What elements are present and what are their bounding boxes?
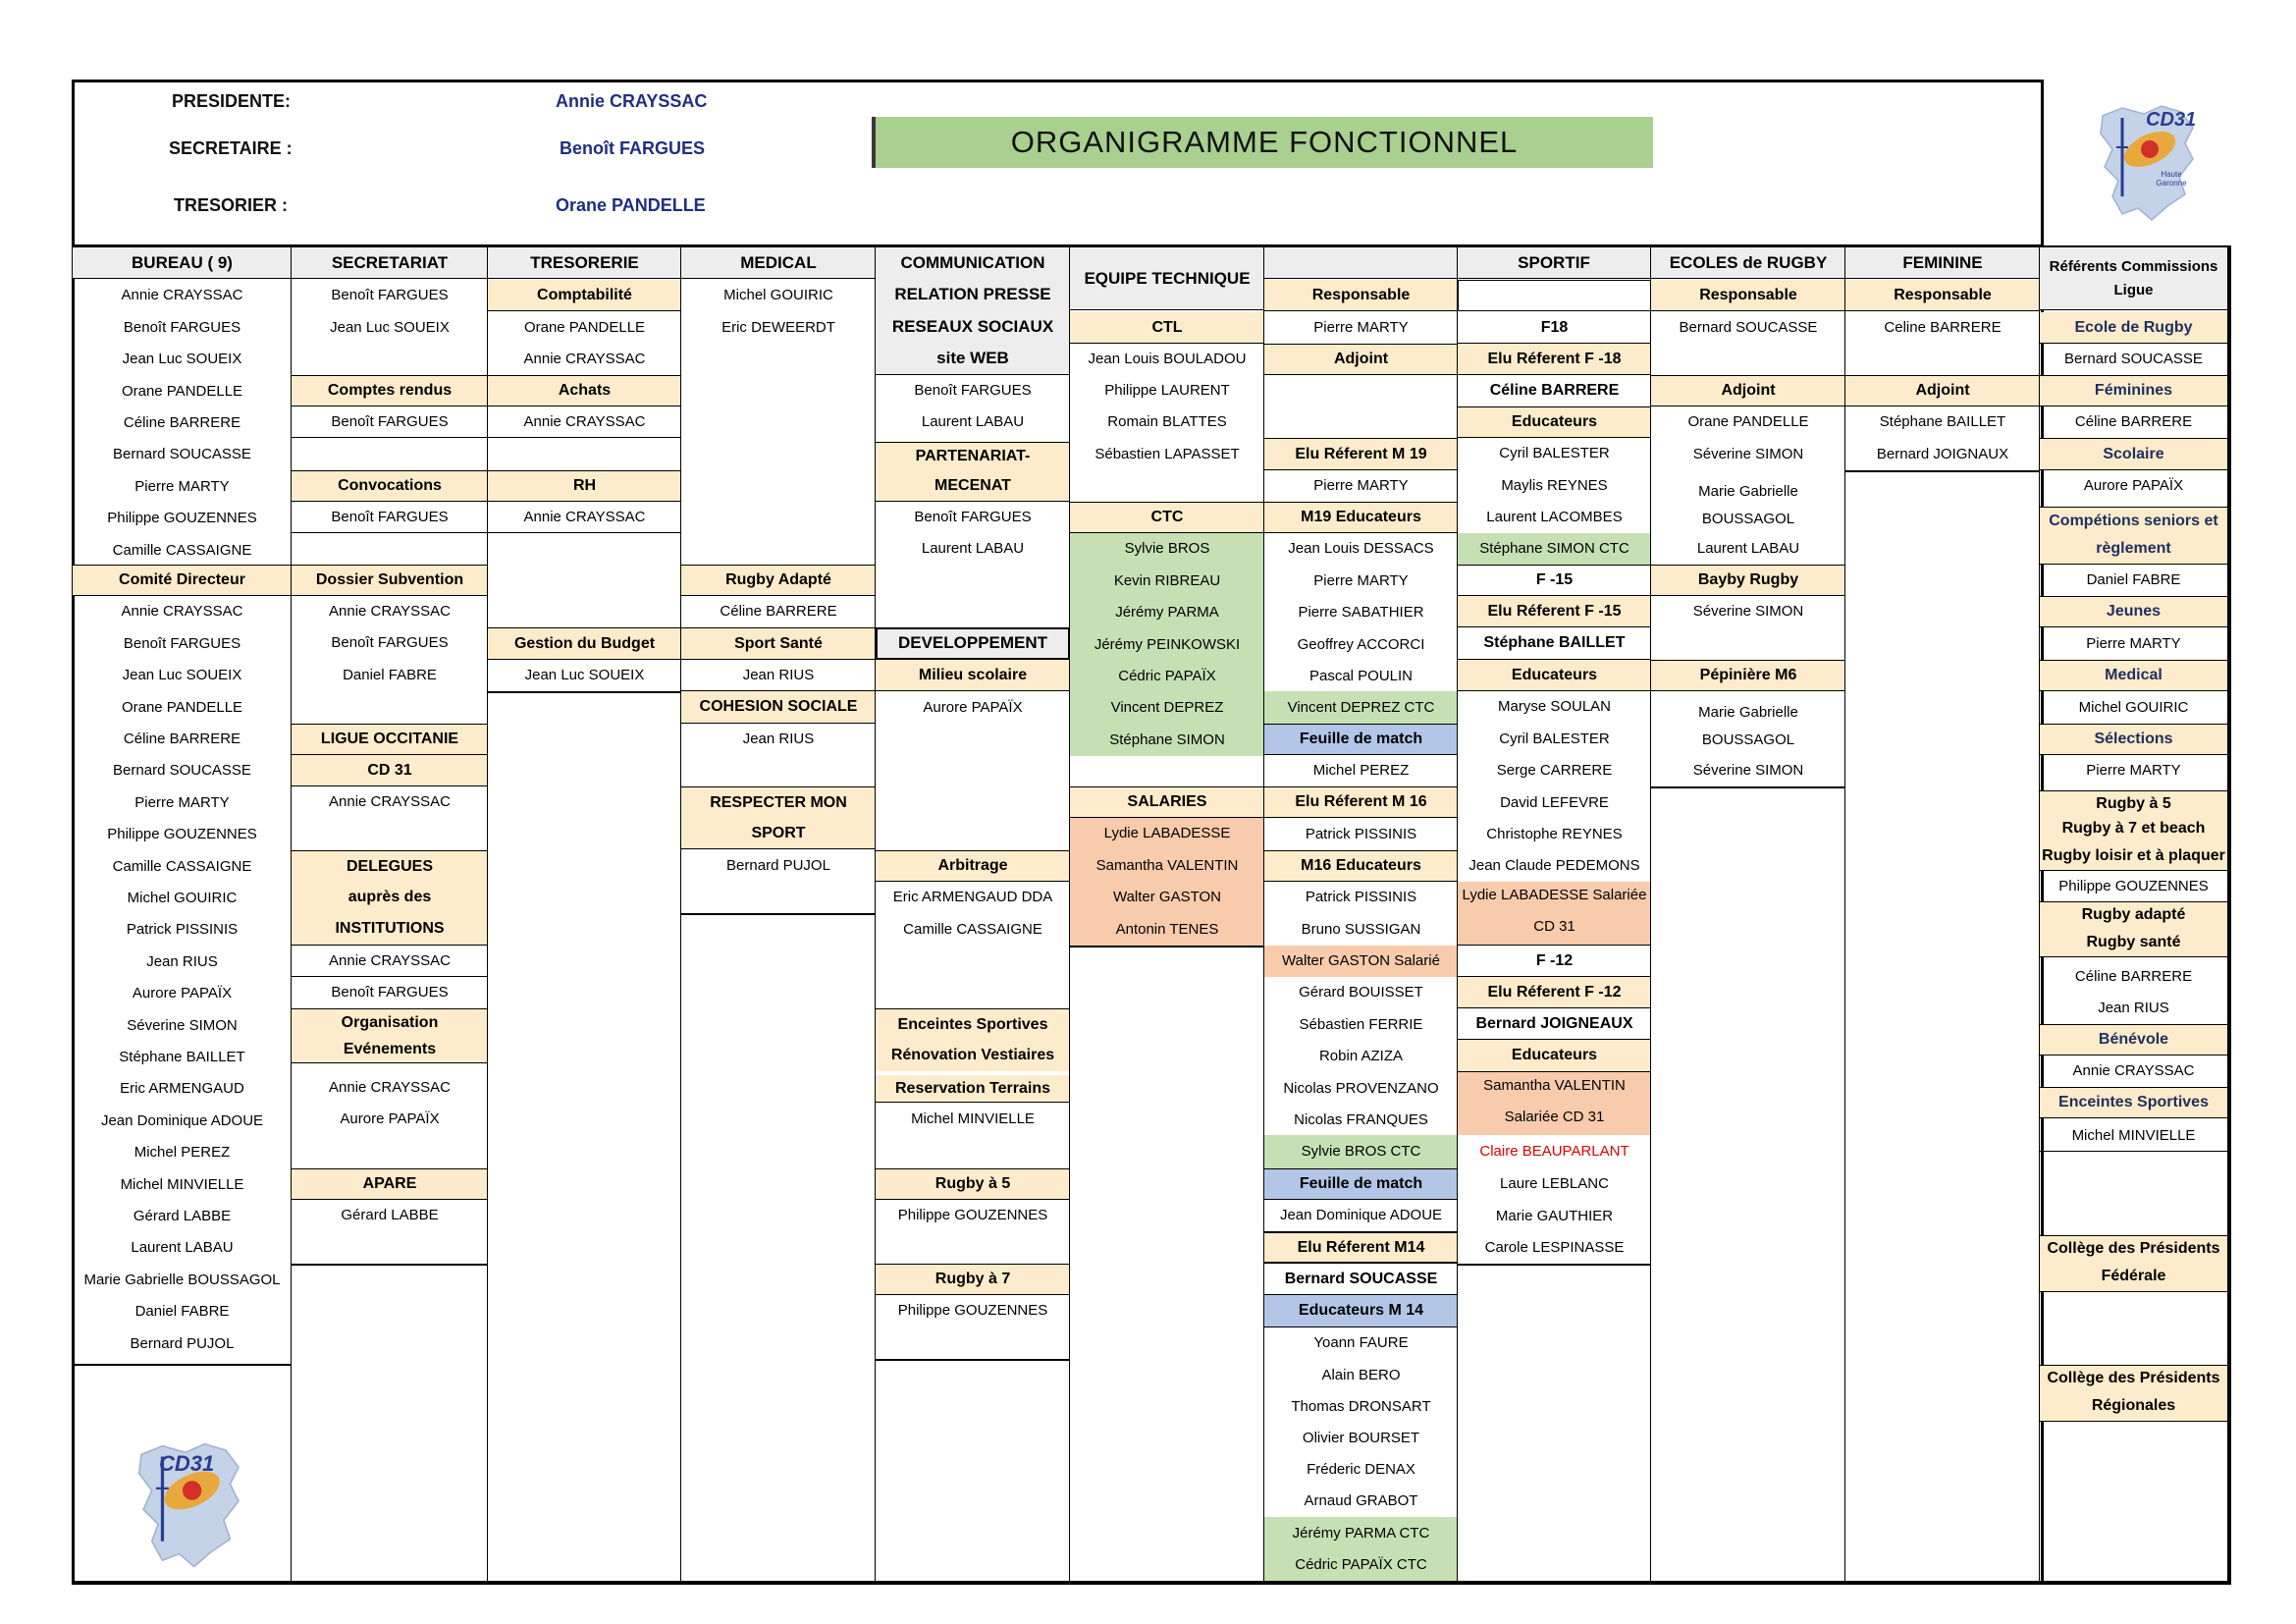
partenariat-header: PARTENARIAT- <box>876 442 1070 470</box>
arbitrage-header: Arbitrage <box>876 850 1070 882</box>
f15-salarie: Lydie LABADESSE Salariée <box>1458 882 1651 909</box>
f18-empty <box>1458 280 1651 311</box>
list-item: Bernard SOUCASSE <box>113 762 251 780</box>
bureau-end-line <box>73 1364 292 1366</box>
elu-m16-person: Patrick PISSINIS <box>1305 825 1417 842</box>
ref-competitions-header-2: règlement <box>2040 534 2227 565</box>
feminine-adjoint-person: Stéphane BAILLET <box>1879 413 2006 431</box>
list-item: Cyril BALESTER <box>1499 445 1610 462</box>
ref-rugby-adapte-person: Jean RIUS <box>2098 1000 2169 1017</box>
milieu-scolaire-person: Aurore PAPAÏX <box>923 698 1023 716</box>
logo-text: CD31 <box>2146 109 2197 131</box>
logo-subtitle: Haute Garonne <box>2156 170 2187 188</box>
grid-top-border-right <box>2044 245 2230 247</box>
column-medical <box>680 247 876 1584</box>
communication-person: Laurent LABAU <box>921 413 1025 431</box>
ref-ecole-header: Ecole de Rugby <box>2040 312 2227 344</box>
feuille-match-header-2: Feuille de match <box>1264 1168 1458 1200</box>
list-item: Sébastien FERRIE <box>1299 1015 1423 1033</box>
salaries-header: SALARIES <box>1070 786 1264 818</box>
delegues-header-3: INSTITUTIONS <box>292 913 488 946</box>
list-item: Maylis REYNES <box>1501 476 1608 494</box>
column-sportif-b <box>1457 247 1651 1584</box>
comite-directeur-header: Comité Directeur <box>73 565 292 596</box>
sport-sante-header: Sport Santé <box>681 627 876 660</box>
feminine-end-line <box>1845 470 2040 472</box>
rugby7-header: Rugby à 7 <box>876 1264 1070 1295</box>
ref-scolaire-header: Scolaire <box>2040 438 2227 470</box>
f15-header: F -15 <box>1458 565 1651 596</box>
elu-m16-header: Elu Réferent M 16 <box>1264 786 1458 818</box>
list-item: Pierre MARTY <box>134 477 230 495</box>
list-item: Kevin RIBREAU <box>1070 565 1264 596</box>
list-item: Alain BERO <box>1321 1366 1401 1383</box>
list-item: Annie CRAYSSAC <box>121 603 243 621</box>
ref-rugby-adapte-header: Rugby adapté <box>2040 902 2227 928</box>
column-header-bureau: BUREAU ( 9) <box>73 247 292 279</box>
arbitrage-person: Camille CASSAIGNE <box>903 920 1042 938</box>
list-item: Gérard BOUISSET <box>1299 984 1423 1001</box>
list-item: Céline BARRERE <box>123 731 241 748</box>
delegues-person: Benoît FARGUES <box>331 984 449 1001</box>
achats-header: Achats <box>488 375 681 406</box>
elu-f18-header: Elu Réferent F -18 <box>1458 344 1651 375</box>
convocations-person: Benoît FARGUES <box>292 502 488 533</box>
list-item: Serge CARRERE <box>1496 762 1613 780</box>
secretariat-person: Jean Luc SOUEIX <box>330 319 450 337</box>
feminine-responsable-header: Responsable <box>1845 280 2040 311</box>
ref-jeunes-person: Pierre MARTY <box>2086 634 2181 652</box>
comptabilite-header: Comptabilité <box>488 280 681 311</box>
elu-m14-person: Bernard SOUCASSE <box>1264 1264 1458 1295</box>
bayby-rugby-header: Bayby Rugby <box>1651 565 1845 596</box>
secretaire-label: SECRETAIRE : <box>169 138 293 158</box>
grid-bottom-border <box>72 1582 2230 1585</box>
list-item: Robin AZIZA <box>1318 1048 1404 1065</box>
delegues-header-2: auprès des <box>292 882 488 913</box>
secretariat-person: Benoît FARGUES <box>331 287 449 304</box>
m19-ctc: Vincent DEPREZ CTC <box>1264 691 1458 724</box>
elu-m19-person: Pierre MARTY <box>1313 477 1409 495</box>
list-item: Marie GAUTHIER <box>1495 1207 1614 1224</box>
list-item: Gérard LABBE <box>133 1208 232 1225</box>
sport-sante-person: Jean RIUS <box>681 660 876 691</box>
feminine-adjoint-header: Adjoint <box>1845 375 2040 406</box>
ref-college-regionales-header: Collège des Présidents <box>2040 1365 2227 1390</box>
f12-educateurs-header: Educateurs <box>1458 1040 1651 1072</box>
rugby-adapte-header: Rugby Adapté <box>681 565 876 596</box>
elu-m19-header: Elu Réferent M 19 <box>1264 438 1458 470</box>
list-item: Jean Dominique ADOUE <box>100 1111 264 1129</box>
f12-person-highlighted: Claire BEAUPARLANT <box>1479 1143 1629 1161</box>
ecoles-adjoint-person: Laurent LABAU <box>1696 540 1800 558</box>
column-ecoles <box>1650 247 1845 1584</box>
column-header-tresorerie: TRESORERIE <box>488 247 681 279</box>
list-item: Walter GASTON <box>1070 882 1264 913</box>
sportif-adjoint-header: Adjoint <box>1264 344 1458 375</box>
list-item: Camille CASSAIGNE <box>112 541 252 559</box>
secretariat-end-line <box>292 1264 488 1266</box>
ref-benevole-person: Annie CRAYSSAC <box>2072 1062 2195 1080</box>
list-item: Nicolas PROVENZANO <box>1283 1079 1439 1097</box>
ref-feminines-header: Féminines <box>2040 375 2227 406</box>
comptes-rendus-person: Benoît FARGUES <box>292 406 488 438</box>
ctl-person: Sébastien LAPASSET <box>1095 445 1240 462</box>
list-item: Cyril BALESTER <box>1499 730 1610 747</box>
delegues-person: Annie CRAYSSAC <box>292 946 488 977</box>
ref-rugby7-header: Rugby à 7 et beach <box>2040 816 2227 841</box>
tresorier-name: Orane PANDELLE <box>556 195 706 215</box>
ecoles-adjoint-person: Séverine SIMON <box>1692 445 1804 462</box>
list-item: Benoît FARGUES <box>123 634 241 652</box>
ref-rugby-adapte-person: Céline BARRERE <box>2074 968 2193 986</box>
ref-selections-person: Pierre MARTY <box>2086 762 2181 780</box>
elu-f12-header: Elu Réferent F -12 <box>1458 977 1651 1008</box>
secretaire-name: Benoît FARGUES <box>560 138 706 158</box>
list-item: Marie Gabrielle BOUSSAGOL <box>83 1271 281 1288</box>
rh-person: Annie CRAYSSAC <box>488 502 681 533</box>
column-feminine <box>1844 247 2040 1584</box>
m16-salarie: Walter GASTON Salarié <box>1264 946 1458 977</box>
ref-college-federale-header: Collège des Présidents <box>2040 1235 2227 1261</box>
elu-f12-person: Bernard JOIGNEAUX <box>1458 1008 1651 1040</box>
arbitrage-person: Eric ARMENGAUD DDA <box>892 889 1053 906</box>
column-referents <box>2039 247 2230 1584</box>
sportif-responsable-header: Responsable <box>1264 280 1458 311</box>
column-secretariat <box>291 247 488 1584</box>
site-web-header: site WEB <box>876 344 1070 375</box>
ref-rugby5-person: Philippe GOUZENNES <box>2040 871 2227 902</box>
ref-competitions-person: Daniel FABRE <box>2086 571 2181 589</box>
rugby-adapte-person: Céline BARRERE <box>720 603 837 621</box>
dossier-subvention-person: Benoît FARGUES <box>331 634 449 652</box>
column-equipe-technique <box>1069 247 1264 1584</box>
feuille-match-person: Michel PEREZ <box>1312 762 1410 780</box>
list-item: Vincent DEPREZ <box>1070 692 1264 724</box>
ref-scolaire-person: Aurore PAPAÏX <box>2083 477 2184 495</box>
list-item: Christophe REYNES <box>1486 826 1623 843</box>
list-item: Samantha VALENTIN <box>1070 849 1264 881</box>
apare-person: Gérard LABBE <box>341 1207 439 1224</box>
list-item: Laure LEBLANC <box>1500 1175 1609 1193</box>
f15-salarie-2: CD 31 <box>1458 909 1651 946</box>
ref-rugby-loisir-header: Rugby loisir et à plaquer <box>2040 841 2227 871</box>
column-header-feminine: FEMININE <box>1845 247 2040 279</box>
ecoles-adjoint-person: Orane PANDELLE <box>1687 413 1809 431</box>
equipe-end-line <box>1070 946 1264 947</box>
ctl-person: Jean Louis BOULADOU <box>1088 351 1247 368</box>
pepiniere-header: Pépinière M6 <box>1651 660 1845 691</box>
ref-rugby5-header: Rugby à 5 <box>2040 790 2227 816</box>
list-item: Bernard PUJOL <box>130 1334 235 1352</box>
list-item: Philippe GOUZENNES <box>107 826 257 843</box>
list-item: Fréderic DENAX <box>1307 1461 1415 1479</box>
medical-end-line <box>681 913 876 915</box>
list-item: Benoît FARGUES <box>123 318 241 336</box>
ecoles-adjoint-person: Marie Gabrielle <box>1698 483 1798 501</box>
list-item: Jean Luc SOUEIX <box>122 667 242 684</box>
list-item: Stéphane BAILLET <box>119 1049 245 1066</box>
ecoles-responsable-person: Bernard SOUCASSE <box>1679 319 1818 337</box>
rugby5-header: Rugby à 5 <box>876 1168 1070 1200</box>
enceintes-header: Enceintes Sportives <box>876 1008 1070 1040</box>
ref-college-federale-header-2: Fédérale <box>2040 1261 2227 1292</box>
feminine-adjoint-person: Bernard JOIGNAUX <box>1876 445 2009 462</box>
list-item: Laurent LABAU <box>131 1239 234 1257</box>
list-item: Patrick PISSINIS <box>1305 889 1417 906</box>
comptes-rendus-header: Comptes rendus <box>292 375 488 406</box>
ligue-cd31-header: CD 31 <box>292 755 488 786</box>
reservation-person: Michel MINVIELLE <box>911 1110 1035 1128</box>
list-item: Bernard SOUCASSE <box>113 446 251 463</box>
tresorier-label: TRESORIER : <box>174 195 289 215</box>
f12-header: F -12 <box>1458 946 1651 977</box>
ref-benevole-header: Bénévole <box>2040 1024 2227 1056</box>
list-item: Jean Luc SOUEIX <box>122 351 242 368</box>
pepiniere-person: Séverine SIMON <box>1692 762 1804 780</box>
list-item: Séverine SIMON <box>127 1016 238 1034</box>
m14-ctc: Jérémy PARMA CTC <box>1264 1517 1458 1549</box>
f18-header: F18 <box>1458 312 1651 344</box>
elu-m14-header: Elu Réferent M14 <box>1264 1231 1458 1264</box>
ecoles-responsable-header: Responsable <box>1651 280 1845 311</box>
partenariat-person: Laurent LABAU <box>921 540 1025 558</box>
sportif-responsable-person: Pierre MARTY <box>1313 319 1409 337</box>
ligue-occitanie-header: LIGUE OCCITANIE <box>292 724 488 755</box>
respecter-header: RESPECTER MON <box>681 786 876 818</box>
list-item: Carole LESPINASSE <box>1484 1239 1625 1257</box>
list-item: David LEFEVRE <box>1500 793 1609 811</box>
ref-college-regionales-header-2: Régionales <box>2040 1390 2227 1422</box>
renovation-header: Rénovation Vestiaires <box>876 1040 1070 1071</box>
ref-ecole-person: Bernard SOUCASSE <box>2064 351 2203 368</box>
ctl-header: CTL <box>1070 312 1264 344</box>
organisation-person: Annie CRAYSSAC <box>329 1079 451 1097</box>
cohesion-sociale-person: Jean RIUS <box>742 731 815 748</box>
ref-enceintes-person: Michel MINVIELLE <box>2040 1120 2227 1152</box>
list-item: Jean RIUS <box>146 952 218 970</box>
tresorerie-end-line <box>488 691 681 693</box>
list-item: Cédric PAPAÏX <box>1070 661 1264 692</box>
list-item: Pierre MARTY <box>134 793 230 811</box>
medical-person: Michel GOUIRIC <box>723 287 833 304</box>
bayby-rugby-person: Séverine SIMON <box>1692 603 1804 621</box>
organisation-person: Aurore PAPAÏX <box>340 1110 440 1128</box>
list-item: Yoann FAURE <box>1313 1334 1409 1352</box>
list-item: Geoffrey ACCORCI <box>1297 635 1425 653</box>
list-item: Camille CASSAIGNE <box>112 857 252 875</box>
list-item: Maryse SOULAN <box>1497 698 1612 716</box>
ref-jeunes-header: Jeunes <box>2040 596 2227 627</box>
ctl-person: Romain BLATTES <box>1107 413 1227 431</box>
ref-competitions-header: Compétions seniors et <box>2040 507 2227 534</box>
cohesion-sociale-header: COHESION SOCIALE <box>681 691 876 724</box>
list-item: Lydie LABADESSE <box>1070 818 1264 849</box>
feminine-responsable-person: Celine BARRERE <box>1884 319 2002 337</box>
column-header-equipe: EQUIPE TECHNIQUE <box>1070 247 1264 310</box>
ref-feminines-person: Céline BARRERE <box>2074 413 2193 431</box>
column-header-communication: COMMUNICATION <box>876 247 1070 278</box>
apare-header: APARE <box>292 1168 488 1200</box>
ref-rugby-sante-header: Rugby santé <box>2040 928 2227 957</box>
list-item: Jérémy PARMA <box>1070 597 1264 628</box>
column-header-secretariat: SECRETARIAT <box>292 247 488 279</box>
elu-f15-person: Stéphane BAILLET <box>1458 627 1651 660</box>
mecenat-header: MECENAT <box>876 470 1070 502</box>
list-item: Michel GOUIRIC <box>127 890 238 907</box>
elu-f15-header: Elu Réferent F -15 <box>1458 596 1651 627</box>
pepiniere-person-2: BOUSSAGOL <box>1701 731 1795 749</box>
communication-person: Benoît FARGUES <box>914 382 1032 400</box>
list-item: Jean Claude PEDEMONS <box>1468 857 1640 875</box>
column-header-medical: MEDICAL <box>681 247 876 279</box>
gestion-budget-header: Gestion du Budget <box>488 627 681 660</box>
list-item: Michel MINVIELLE <box>120 1175 244 1193</box>
sportif-b-end-line <box>1458 1264 1651 1266</box>
page-title: ORGANIGRAMME FONCTIONNEL <box>872 117 1653 168</box>
list-item: Arnaud GRABOT <box>1304 1492 1418 1510</box>
relation-presse-header: RELATION PRESSE <box>876 278 1070 311</box>
list-item: Laurent LACOMBES <box>1486 509 1623 526</box>
m16-ctc: Sylvie BROS CTC <box>1264 1135 1458 1168</box>
m14-ctc: Cédric PAPAÏX CTC <box>1264 1549 1458 1581</box>
m19-educateurs-header: M19 Educateurs <box>1264 502 1458 533</box>
communication-end-line <box>876 1359 1070 1361</box>
column-communication <box>875 247 1070 1584</box>
list-item: Annie CRAYSSAC <box>121 287 243 304</box>
list-item: Eric ARMENGAUD <box>120 1080 244 1098</box>
delegues-header: DELEGUES <box>292 850 488 882</box>
list-item: Jean Louis DESSACS <box>1288 540 1434 558</box>
dossier-subvention-person: Daniel FABRE <box>343 667 437 684</box>
list-item: Stéphane SIMON <box>1070 724 1264 755</box>
dossier-subvention-header: Dossier Subvention <box>292 565 488 596</box>
rugby7-person: Philippe GOUZENNES <box>897 1302 1048 1320</box>
ref-selections-header: Sélections <box>2040 724 2227 755</box>
list-item: Pierre MARTY <box>1313 571 1409 589</box>
presidente-name: Annie CRAYSSAC <box>556 91 708 111</box>
ecoles-adjoint-person-2: BOUSSAGOL <box>1701 511 1795 528</box>
elu-f18-person: Céline BARRERE <box>1489 382 1620 400</box>
f12-salarie: Samantha VALENTIN <box>1458 1072 1651 1100</box>
convocations-header: Convocations <box>292 470 488 502</box>
ref-medical-person: Michel GOUIRIC <box>2078 698 2189 716</box>
column-tresorerie <box>487 247 681 1584</box>
grid-right-border <box>2228 245 2231 1585</box>
comptabilite-person: Annie CRAYSSAC <box>523 351 646 368</box>
ctl-person: Philippe LAURENT <box>1104 382 1230 400</box>
rugby5-person: Philippe GOUZENNES <box>897 1207 1048 1224</box>
list-item: Orane PANDELLE <box>121 698 243 716</box>
m16-educateurs-header: M16 Educateurs <box>1264 850 1458 882</box>
ref-enceintes-header: Enceintes Sportives <box>2040 1087 2227 1118</box>
rh-header: RH <box>488 470 681 502</box>
list-item: Sylvie BROS <box>1070 533 1264 565</box>
respecter-person: Bernard PUJOL <box>726 857 830 875</box>
pepiniere-person: Marie Gabrielle <box>1698 704 1798 722</box>
column-header-referents: Référents Commissions Ligue <box>2040 247 2227 310</box>
list-item: Philippe GOUZENNES <box>107 510 257 527</box>
organisation-header: Organisation <box>292 1008 488 1036</box>
list-item: Bruno SUSSIGAN <box>1301 920 1421 938</box>
feuille-match-person-2: Jean Dominique ADOUE <box>1279 1207 1443 1224</box>
list-item: Céline BARRERE <box>123 414 241 432</box>
f18-educateurs-header: Educateurs <box>1458 406 1651 438</box>
reseaux-sociaux-header: RESEAUX SOCIAUX <box>876 311 1070 344</box>
list-item: Antonin TENES <box>1070 913 1264 945</box>
comptabilite-person: Orane PANDELLE <box>523 319 646 337</box>
respecter-header-2: SPORT <box>681 818 876 849</box>
list-item: Pierre SABATHIER <box>1298 604 1424 622</box>
list-item: Olivier BOURSET <box>1302 1429 1420 1446</box>
presidente-label: PRESIDENTE: <box>172 91 292 111</box>
list-item: Pascal POULIN <box>1308 668 1414 685</box>
column-header-sportif: SPORTIF <box>1264 247 1844 279</box>
list-item: Patrick PISSINIS <box>126 921 239 939</box>
list-item: Aurore PAPAÏX <box>132 985 233 1002</box>
feuille-match-header: Feuille de match <box>1264 724 1458 755</box>
ecoles-adjoint-header: Adjoint <box>1651 375 1845 406</box>
logo-bottom-text: CD31 <box>159 1451 215 1476</box>
milieu-scolaire-header: Milieu scolaire <box>876 660 1070 691</box>
reservation-header: Reservation Terrains <box>876 1075 1070 1103</box>
achats-person: Annie CRAYSSAC <box>488 406 681 438</box>
list-item: Michel PEREZ <box>133 1144 231 1162</box>
list-item: Nicolas FRANQUES <box>1294 1111 1428 1129</box>
ligue-person: Annie CRAYSSAC <box>329 793 451 811</box>
developpement-header: DEVELOPPEMENT <box>876 627 1070 660</box>
gestion-budget-person: Jean Luc SOUEIX <box>524 667 645 684</box>
column-header-ecoles: ECOLES de RUGBY <box>1651 247 1845 279</box>
ref-medical-header: Medical <box>2040 660 2227 691</box>
f12-salarie-2: Salariée CD 31 <box>1458 1100 1651 1135</box>
list-item: Thomas DRONSART <box>1291 1397 1431 1415</box>
ecoles-end-line <box>1651 786 1845 788</box>
partenariat-person: Benoît FARGUES <box>914 509 1032 526</box>
list-item: Daniel FABRE <box>134 1303 230 1321</box>
f18-ctc: Stéphane SIMON CTC <box>1458 533 1651 565</box>
dossier-subvention-person: Annie CRAYSSAC <box>329 603 451 621</box>
list-item: Orane PANDELLE <box>121 382 243 400</box>
ctc-header: CTC <box>1070 502 1264 533</box>
column-bureau <box>72 247 292 1584</box>
f15-educateurs-header: Educateurs <box>1458 660 1651 691</box>
medical-person: Eric DEWEERDT <box>721 319 835 337</box>
list-item: Jérémy PEINKOWSKI <box>1070 628 1264 660</box>
m14-educateurs-header: Educateurs M 14 <box>1264 1295 1458 1327</box>
evenements-header: Evénements <box>292 1036 488 1063</box>
